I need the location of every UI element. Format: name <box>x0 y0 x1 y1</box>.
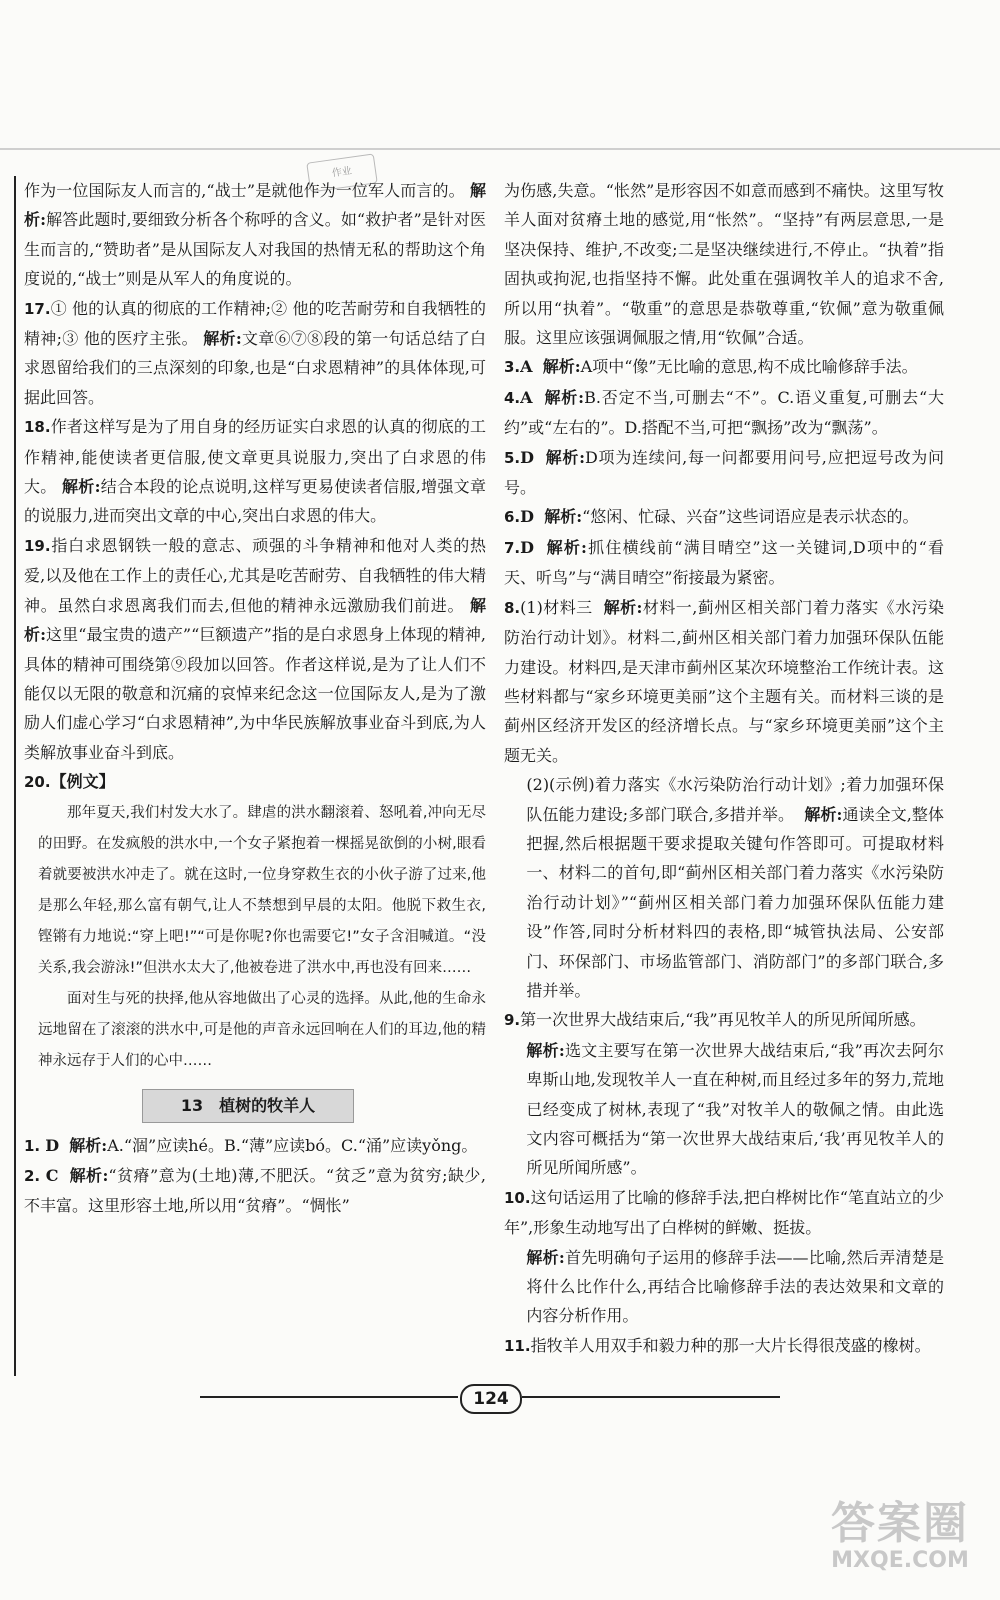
question-8-part-2 <box>504 770 944 1005</box>
question-number: 11. <box>504 1336 531 1355</box>
stamp-mark: 作业 <box>306 153 378 192</box>
answer-text: (1)材料三 <box>520 597 593 617</box>
answer-choice: D <box>520 447 535 467</box>
watermark-url: MXQE.COM <box>831 1548 969 1573</box>
question-number: 2. <box>24 1166 41 1185</box>
question-10-analysis <box>504 1243 944 1331</box>
question-11 <box>504 1331 944 1361</box>
question-3 <box>504 352 944 382</box>
analysis-text: 材料一,蓟州区相关部门着力落实《水污染防治行动计划》。材料二,蓟州区相关部门着力加强环保队伍能力建设。材料四,是天津市蓟州区某次环境整治工作统计表。这些材料都与“家乡环境更美丽”这个主题有关。而材料三谈的是蓟州区经济开发区的经济增长点。与“家乡环境更美丽”这个主题无关。 <box>504 597 944 765</box>
answer-text: 这句话运用了比喻的修辞手法,把白桦树比作“笔直站立的少年”,形象生动地写出了白桦树的鲜嫩、挺拔。 <box>504 1187 944 1238</box>
answer-choice: D <box>45 1135 60 1155</box>
analysis-text: “贫瘠”意为(土地)薄,不肥沃。“贫乏”意为贫穷;缺少,不丰富。这里形容土地,所以用“贫瘠”。“惆怅” <box>24 1165 486 1216</box>
analysis-text: D项为连续问,每一问都要用问号,应把逗号改为问号。 <box>504 447 944 498</box>
question-number: 9. <box>504 1011 521 1030</box>
question-number: 5. <box>504 448 521 467</box>
question-6 <box>504 502 944 532</box>
answer-text: 作者这样写是为了用自身的经历证实白求恩的认真的彻底的工作精神,能使读者更信服,使文章更具说服力,突出了白求恩的伟大。 <box>24 417 486 497</box>
analysis-text: 首先明确句子运用的修辞手法——比喻,然后弄清楚是将什么比作什么,再结合比喻修辞手法的表达效果和文章的内容分析作用。 <box>526 1247 944 1326</box>
watermark-logo <box>810 1500 990 1574</box>
analysis-text: “悠闲、忙碌、兴奋”这些词语应是表示状态的。 <box>582 507 919 527</box>
analysis-text: B.否定不当,可删去“不”。C.语义重复,可删去“大约”或“左右的”。D.搭配不当,可把“飘扬”改为“飘荡”。 <box>504 387 944 438</box>
analysis-text: 这里“最宝贵的遗产”“巨额遗产”指的是白求恩身上体现的精神,具体的精神可围绕第⑨段加以回答。作者这样说,是为了让人们不能仅以无限的敬意和沉痛的哀悼来纪念这一位国际友人,是为了激励人们虚心学习“白求恩精神”,为中华民族解放事业奋斗到底,为人类解放事业奋斗到底。 <box>24 625 486 762</box>
analysis-label: 解析: <box>603 597 643 617</box>
analysis-text: 选文主要写在第一次世界大战结束后,“我”再次去阿尔卑斯山地,发现牧羊人一直在种树,而且经过多年的努力,荒地已经变成了树林,表现了“我”对牧羊人的敬佩之情。由此选文内容可概括为“第一次世界大战结束后,‘我’再见牧羊人的所见所闻所感”。 <box>526 1040 944 1178</box>
footer-rule-left <box>200 1396 458 1398</box>
analysis-label: 解析: <box>526 1040 565 1060</box>
question-number: 19. <box>24 536 51 555</box>
intro-paragraph <box>24 176 486 294</box>
left-column <box>14 176 486 1376</box>
question-number: 6. <box>504 508 521 527</box>
analysis-label: 解析: <box>69 1165 109 1185</box>
question-1 <box>24 1131 486 1161</box>
answer-text: ① 他的认真的彻底的工作精神;② 他的吃苦耐劳和自我牺牲的精神;③ 他的医疗主张。 <box>24 298 486 349</box>
section-heading <box>142 1089 354 1123</box>
footer-rule-right <box>522 1396 780 1398</box>
answer-text: 指牧羊人用双手和毅力种的那一大片长得很茂盛的橡树。 <box>530 1335 931 1355</box>
question-17 <box>24 294 486 413</box>
question-number: 10. <box>504 1188 531 1207</box>
question-number: 20. <box>24 773 51 792</box>
question-number: 8. <box>504 598 521 617</box>
analysis-text: 抓住横线前“满目晴空”这一关键词,D项中的“看天、听鸟”与“满目晴空”衔接最为紧密。 <box>504 537 944 588</box>
analysis-label: 解析: <box>24 595 486 645</box>
question-19 <box>24 531 486 767</box>
question-number: 18. <box>24 418 51 437</box>
analysis-label: 解析: <box>544 507 583 527</box>
answer-choice: D <box>520 537 535 557</box>
analysis-label: 解析: <box>24 181 486 230</box>
analysis-label: 解析: <box>526 1247 565 1267</box>
analysis-label: 解析: <box>203 329 242 349</box>
page-number: 124 <box>460 1384 522 1414</box>
question-7 <box>504 533 944 593</box>
analysis-label: 解析: <box>545 447 585 467</box>
question-10 <box>504 1183 944 1243</box>
answer-choice: A <box>520 387 533 407</box>
section-title: 植树的牧羊人 <box>219 1095 316 1115</box>
analysis-text: 通读全文,整体把握,然后根据题干要求提取关键句作答即可。可提取材料一、材料二的首句,即“蓟州区相关部门着力落实《水污染防治行动计划》”“蓟州区相关部门着力加强环保队伍能力建设”作答,同时分析材料四的表格,即“城管执法局、公安部门、环保部门、市场监管部门、消防部门”的多部门联合,多措并举。 <box>526 804 944 1000</box>
answer-choice: D <box>520 507 535 527</box>
essay-paragraph: 那年夏天,我们村发大水了。肆虐的洪水翻滚着、怒吼着,冲向无尽的田野。在发疯般的洪水中,一个女子紧抱着一棵摇晃欲倒的小树,眼看着就要被洪水冲走了。就在这时,一位身穿救生衣的小伙子游了过来,他是那么年轻,那么富有朝气,让人不禁想到早晨的太阳。他脱下救生衣,铿锵有力地说:“穿上吧!”“可是你呢?你也需要它!”女子含泪喊道。“没关系,我会游泳!”但洪水太大了,他被卷进了洪水中,再也没有回来…… <box>38 804 486 976</box>
analysis-text: A.“涸”应读hé。B.“薄”应读bó。C.“涌”应读yǒng。 <box>107 1135 478 1155</box>
analysis-label: 解析: <box>544 387 585 407</box>
continued-analysis: 为伤感,失意。“怅然”是形容因不如意而感到不痛快。这里写牧羊人面对贫瘠土地的感觉,用“怅然”。“坚持”有两层意思,一是坚决保持、维护,不改变;二是坚决继续进行,不停止。“执着”指固执或拘泥,也指坚持不懈。此处重在强调牧羊人的追求不舍,所以用“执着”。“敬重”的意思是恭敬尊重,“钦佩”意为敬重佩服。这里应该强调佩服之情,用“钦佩”合适。 <box>504 181 944 348</box>
question-2 <box>24 1161 486 1221</box>
answer-text: (2)(示例)着力落实《水污染防治行动计划》;着力加强环保队伍能力建设;多部门联合,多措并举。 <box>526 775 944 824</box>
essay-paragraph: 面对生与死的抉择,他从容地做出了心灵的选择。从此,他的生命永远地留在了滚滚的洪水中,可是他的声音永远回响在人们的耳边,他的精神永远存于人们的心中…… <box>38 990 486 1069</box>
sample-essay-label: 【例文】 <box>50 772 115 792</box>
analysis-text: 文章⑥⑦⑧段的第一句话总结了白求恩留给我们的三点深刻的印象,也是“白求恩精神”的具体体现,可据此回答。 <box>24 329 486 407</box>
analysis-label: 解析: <box>546 537 587 557</box>
question-20 <box>24 767 486 797</box>
answer-text: 第一次世界大战结束后,“我”再见牧羊人的所见所闻所感。 <box>520 1010 926 1030</box>
watermark-title: 答案圈 <box>831 1498 969 1549</box>
analysis-label: 解析: <box>61 477 101 497</box>
analysis-text: 结合本段的论点说明,这样写更易使读者信服,增强文章的说服力,进而突出文章的中心,突出白求恩的伟大。 <box>24 477 486 526</box>
answer-choice: C <box>45 1165 59 1185</box>
answer-choice: A <box>520 357 533 377</box>
analysis-label: 解析: <box>69 1135 108 1155</box>
question-9-analysis <box>504 1036 944 1183</box>
analysis-text: 解答此题时,要细致分析各个称呼的含义。如“救护者”是针对医生而言的,“赞助者”是从国际友人对我国的热情无私的帮助这个角度说的,“战士”则是从军人的角度说的。 <box>24 210 486 289</box>
question-9 <box>504 1005 944 1035</box>
section-number: 13 <box>180 1095 204 1115</box>
question-number: 3. <box>504 358 521 377</box>
analysis-text: A项中“像”无比喻的意思,构不成比喻修辞手法。 <box>580 357 918 377</box>
analysis-label: 解析: <box>804 804 843 824</box>
question-number: 7. <box>504 538 521 557</box>
question-5 <box>504 443 944 503</box>
question-8-part-1 <box>504 593 944 770</box>
question-number: 1. <box>24 1136 41 1155</box>
question-4 <box>504 383 944 443</box>
question-18 <box>24 412 486 531</box>
intro-text: 作为一位国际友人而言的,“战士”是就他作为一位军人而言的。 <box>24 181 465 200</box>
answer-text: 指白求恩钢铁一般的意志、顽强的斗争精神和他对人类的热爱,以及他在工作上的责任心,尤其是吃苦耐劳、自我牺牲的伟大精神。虽然白求恩离我们而去,但他的精神永远激励我们前进。 <box>24 535 486 615</box>
right-column <box>504 176 944 1361</box>
analysis-label: 解析: <box>542 357 581 377</box>
question-number: 4. <box>504 388 521 407</box>
header-rule <box>0 148 1000 150</box>
question-number: 17. <box>24 299 51 318</box>
